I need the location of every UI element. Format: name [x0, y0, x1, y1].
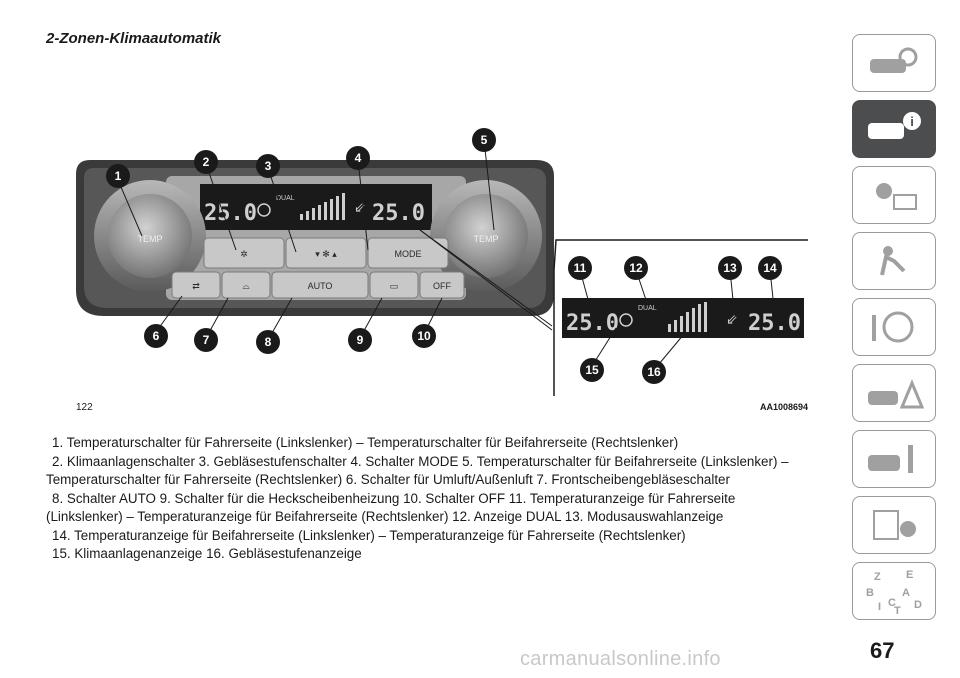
recirc-button-icon: ⇄ — [192, 281, 200, 291]
dual-display-label: DUAL — [276, 195, 295, 202]
right-knob-label: TEMP — [473, 234, 499, 244]
figure-code: AA1008694 — [759, 402, 808, 412]
rear-defrost-button-icon: ▭ — [389, 281, 399, 291]
svg-text:i: i — [910, 114, 914, 129]
caption-line-4: 8. Schalter AUTO 9. Schalter für die Heckscheibenheizung 10. Schalter OFF 11. Temperaturanzeige für Fahrerseite — [52, 490, 736, 506]
left-temp-display: 25.0 — [204, 201, 257, 226]
caption-line-2: 2. Klimaanlagenschalter 3. Gebläsestufenschalter 4. Schalter MODE 5. Temperaturschalter für Beifahrerseite (Linkslenker) – — [52, 453, 789, 469]
callout-label-11: 11 — [573, 261, 587, 275]
settings-list-icon — [864, 505, 924, 545]
index-letter-e: E — [906, 569, 914, 581]
left-knob-label: TEMP — [137, 234, 163, 244]
warning-lights-icon — [864, 175, 924, 215]
callout-label-13: 13 — [723, 261, 737, 275]
callout-label-14: 14 — [763, 261, 777, 275]
car-search-icon — [864, 43, 924, 83]
index-letter-z: Z — [874, 571, 881, 583]
airbag-icon — [864, 241, 924, 281]
tab-index[interactable] — [852, 562, 936, 620]
callout-label-10: 10 — [417, 329, 431, 343]
zoom-dual-label: DUAL — [638, 305, 657, 312]
index-letter-d: D — [914, 599, 922, 611]
car-info-icon — [864, 109, 924, 149]
tab-breakdown[interactable] — [852, 364, 936, 422]
index-letters-icon — [864, 568, 924, 614]
tab-car-search[interactable] — [852, 34, 936, 92]
section-title: 2-Zonen-Klimaautomatik — [46, 30, 222, 47]
caption-line-5: (Linkslenker) – Temperaturanzeige für Beifahrerseite (Rechtslenker) 12. Anzeige DUAL 13. Modusauswahlanzeige — [46, 509, 724, 524]
breakdown-icon — [864, 373, 924, 413]
index-letter-i: I — [878, 601, 882, 613]
callout-label-4: 4 — [354, 151, 362, 165]
climate-panel-illustration — [76, 120, 808, 416]
ac-button-icon: ✲ — [240, 249, 248, 259]
zoom-left-temp: 25.0 — [566, 311, 619, 336]
steering-wheel-icon — [864, 307, 924, 347]
fan-button-icon: ▾ ✻ ▴ — [315, 249, 337, 259]
caption-line-7: 15. Klimaanlagenanzeige 16. Gebläsestufenanzeige — [52, 546, 362, 561]
callout-label-7: 7 — [202, 333, 210, 347]
auto-button-label: AUTO — [307, 281, 333, 291]
watermark: carmanualsonline.info — [520, 648, 721, 670]
tab-warning-lights[interactable] — [852, 166, 936, 224]
callout-label-16: 16 — [647, 365, 661, 379]
caption-line-3: Temperaturschalter für Fahrerseite (Rechtslenker) 6. Schalter für Umluft/Außenluft 7. Frontscheibengebläseschalter — [46, 472, 730, 487]
index-letter-a: A — [902, 587, 910, 599]
right-temp-display: 25.0 — [372, 201, 425, 226]
tab-settings-list[interactable] — [852, 496, 936, 554]
mode-display-icon: ⇙ — [354, 199, 366, 215]
callout-label-8: 8 — [264, 335, 272, 349]
callout-label-2: 2 — [202, 155, 210, 169]
page-number: 67 — [870, 638, 895, 663]
tab-airbag[interactable] — [852, 232, 936, 290]
caption-line-1: 1. Temperaturschalter für Fahrerseite (Linkslenker) – Temperaturschalter für Beifahrerseite (Rechtslenker) — [52, 435, 679, 450]
off-button-label: OFF — [433, 281, 451, 291]
chapter-tabs — [852, 34, 936, 628]
callout-label-12: 12 — [629, 261, 643, 275]
index-letter-t: T — [894, 605, 901, 614]
figure-number: 122 — [76, 402, 93, 413]
caption-line-6: 14. Temperaturanzeige für Beifahrerseite (Linkslenker) – Temperaturanzeige für Fahrerseite (Rechtslenker) — [52, 527, 686, 543]
index-letter-b: B — [866, 587, 874, 599]
callout-label-3: 3 — [264, 159, 272, 173]
zoom-right-temp: 25.0 — [748, 311, 801, 336]
tab-car-info[interactable] — [852, 100, 936, 158]
mode-button-label: MODE — [394, 249, 422, 259]
callout-label-5: 5 — [480, 133, 488, 147]
index-letter-c: C — [888, 597, 896, 609]
tab-maintenance[interactable] — [852, 430, 936, 488]
tab-steering-wheel[interactable] — [852, 298, 936, 356]
callout-label-1: 1 — [114, 169, 122, 183]
callout-label-15: 15 — [585, 363, 599, 377]
figure-caption — [46, 434, 836, 564]
climate-control-figure — [76, 120, 808, 416]
zoom-mode-icon: ⇙ — [726, 311, 738, 327]
callout-label-6: 6 — [152, 329, 160, 343]
defrost-button-icon: ⌓ — [242, 281, 250, 291]
maintenance-icon — [864, 439, 924, 479]
callout-label-9: 9 — [356, 333, 364, 347]
